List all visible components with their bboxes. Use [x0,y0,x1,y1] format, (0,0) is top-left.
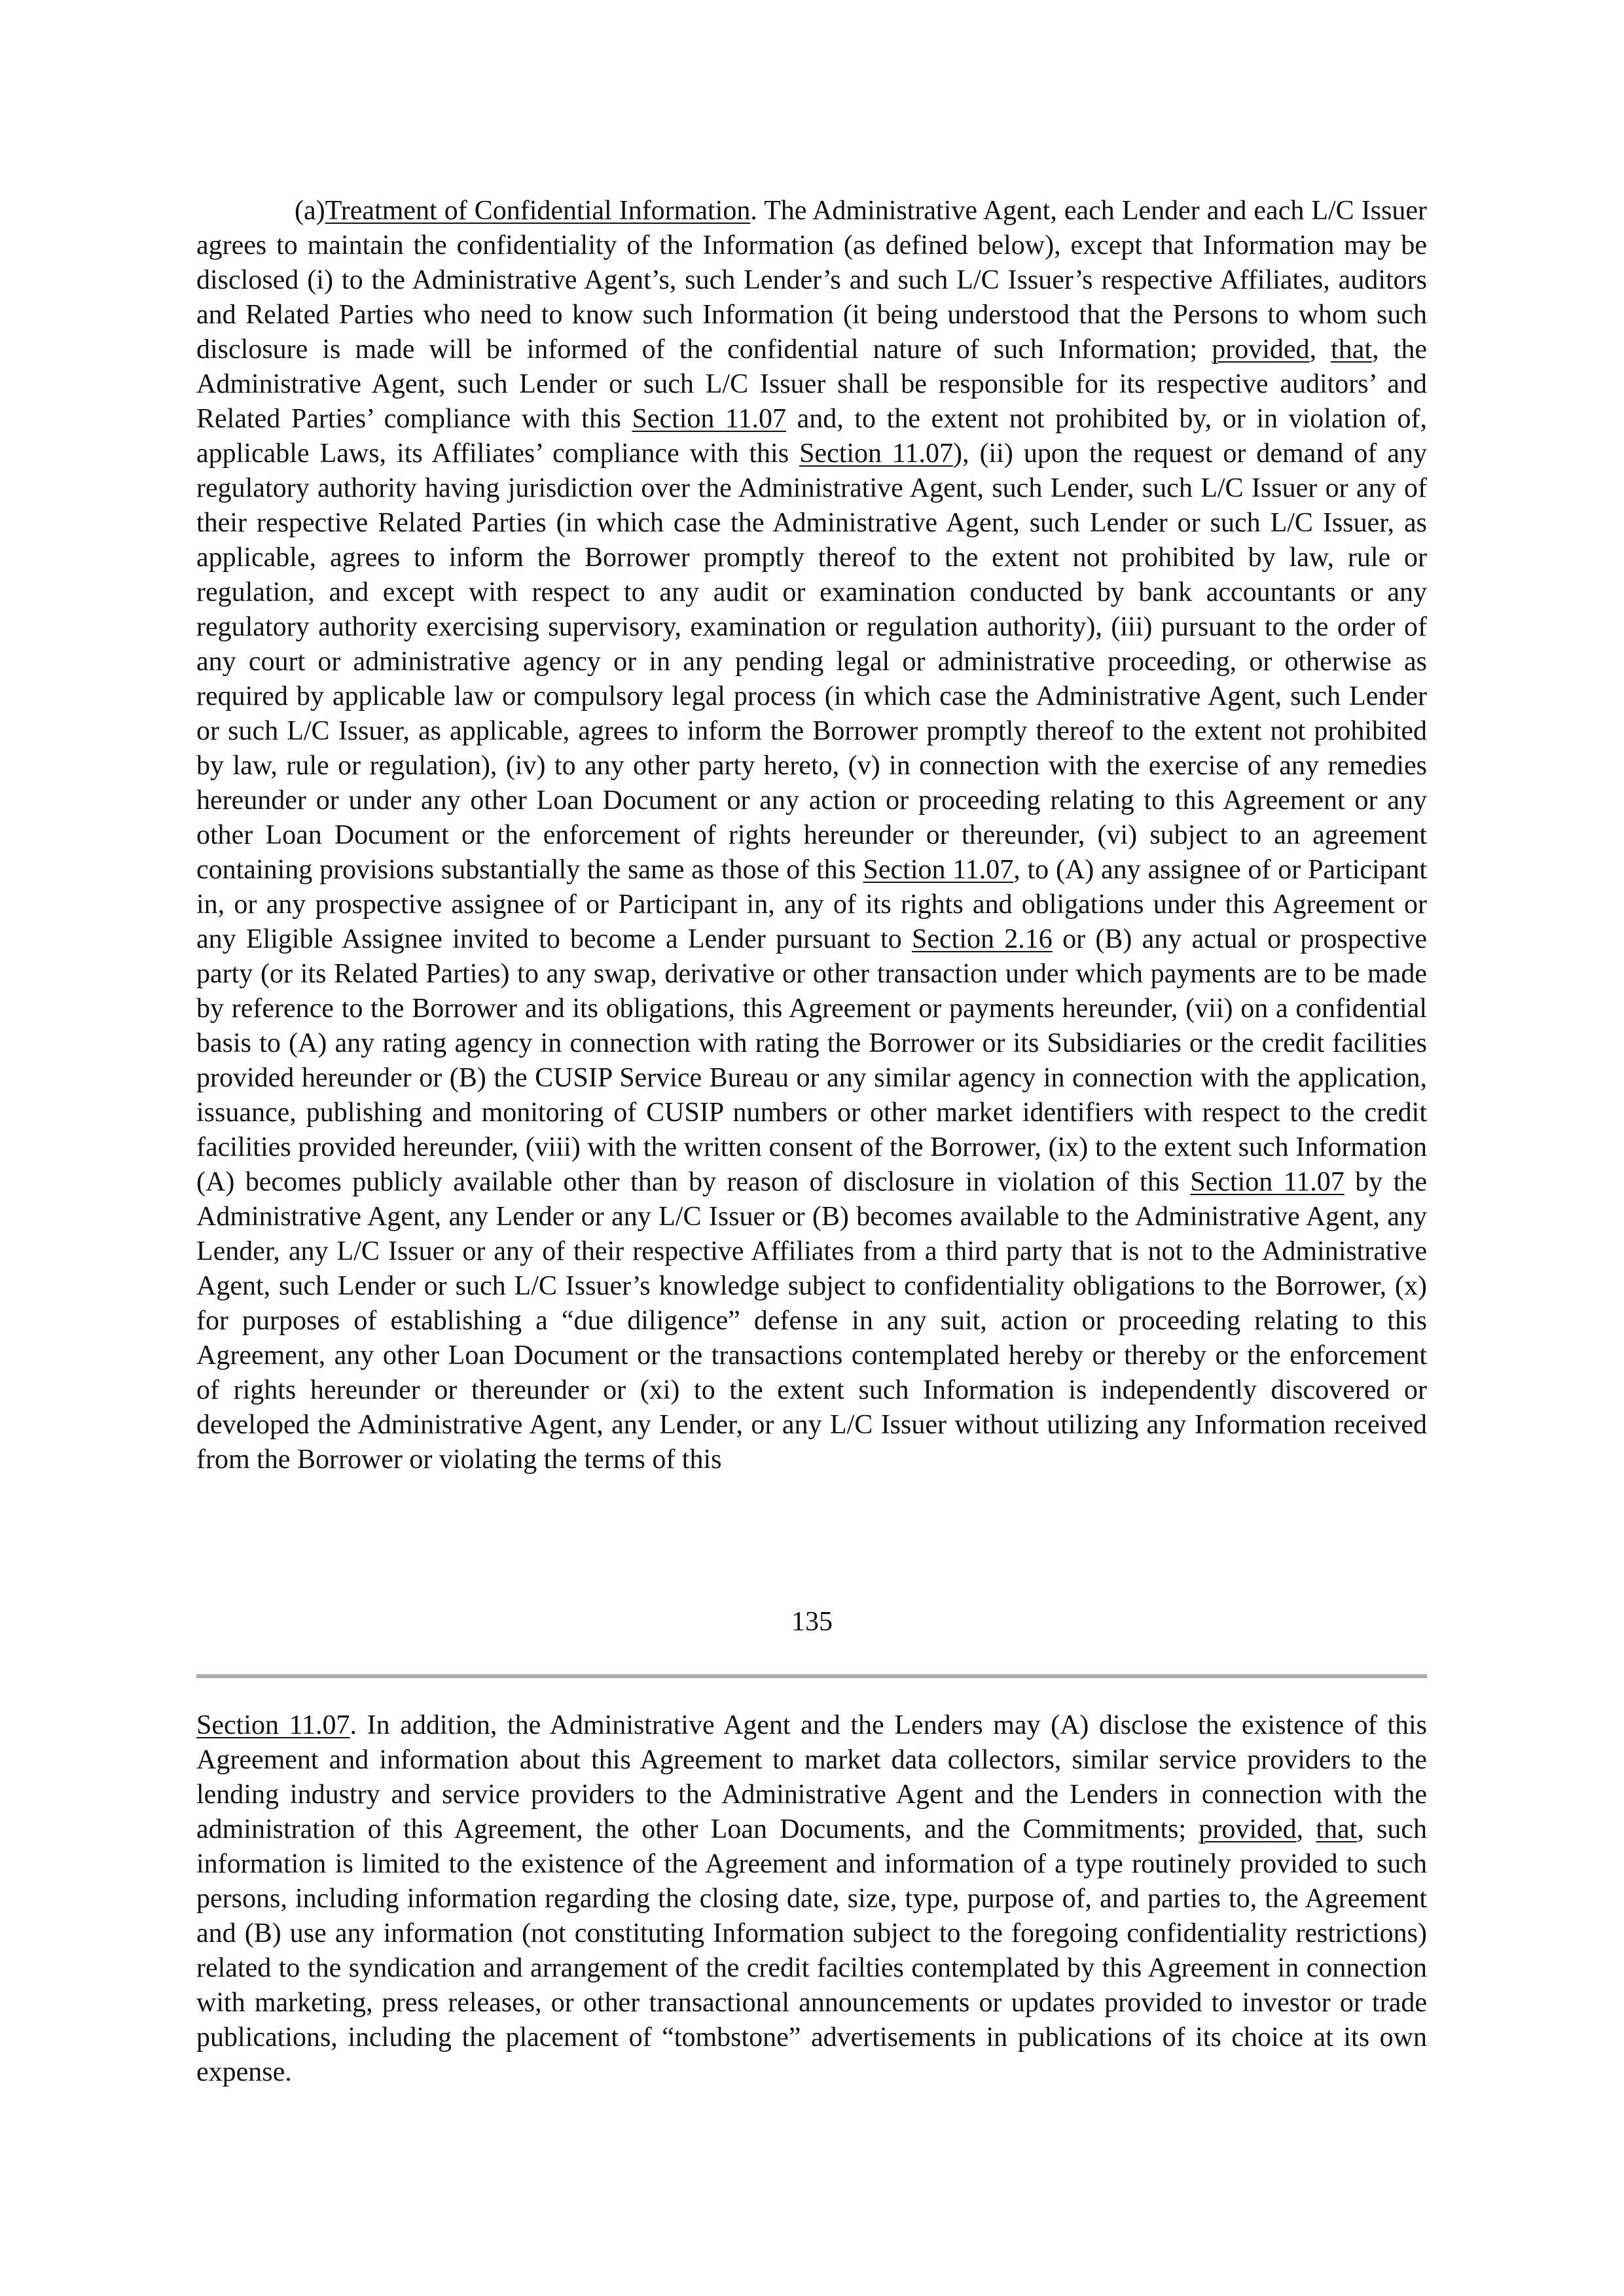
underlined-term: Section 11.07 [1190,1167,1344,1197]
text-run: (a) [295,196,325,226]
text-run: . In addition, the Administrative Agent and the Lenders may (A) disclose the existence of this Agreement and information about this Agreement to market data collectors, similar service providers to the lending industry and service providers to the Administrative Agent and the Lenders in connection with the administration of this Agreement, the other Loan Documents, and the Commitments; [196,1710,1428,1844]
paragraph-treatment-of-confidential-information [196,194,1427,1477]
underlined-term: Section 11.07 [632,404,786,434]
text-run: and, to the extent not prohibited by, or in violation of, applicable Laws, its Affiliates’ compliance with this [196,404,1428,469]
page-divider [196,1674,1427,1678]
text-run: , such information is limited to the existence of the Agreement and information of a type routinely provided to such persons, including information regarding the closing date, size, type, purpose of, and parties to, the Agreement and (B) use any information (not constituting Information subject to the foregoing confidentiality restrictions) related to the syndication and arrangement of the credit facilties contemplated by this Agreement in connection with marketing, press releases, or other transactional announcements or updates provided to investor or trade publications, including the placement of “tombstone” advertisements in publications of its choice at its own expense. [196,1814,1427,2087]
text-run: or (B) any actual or prospective party (or its Related Parties) to any swap, derivative or other transaction under which payments are to be made by reference to the Borrower and its obligations, this Agreement or payments hereunder, (vii) on a confidential basis to (A) any rating agency in connection with rating the Borrower or its Subsidiaries or the credit facilities provided hereunder or (B) the CUSIP Service Bureau or any similar agency in connection with the application, issuance, publishing and monitoring of CUSIP numbers or other market identifiers with respect to the credit facilities provided hereunder, (viii) with the written consent of the Borrower, (ix) to the extent such Information (A) becomes publicly available other than by reason of disclosure in violation of this [196,924,1427,1197]
text-run: ), (ii) upon the request or demand of any regulatory authority having jurisdiction over the Administrative Agent, such Lender, such L/C Issuer or any of their respective Related Parties (in which case the Administrative Agent, such Lender or such L/C Issuer, as applicable, agrees to inform the Borrower promptly thereof to the extent not prohibited by law, rule or regulation, and except with respect to any audit or examination conducted by bank accountants or any regulatory authority exercising supervisory, examination or regulation authority), (iii) pursuant to the order of any court or administrative agency or in any pending legal or administrative proceeding, or otherwise as required by applicable law or compulsory legal process (in which case the Administrative Agent, such Lender or such L/C Issuer, as applicable, agrees to inform the Borrower promptly thereof to the extent not prohibited by law, rule or regulation), (iv) to any other party hereto, (v) in connection with the exercise of any remedies hereunder or under any other Loan Document or any action or proceeding relating to this Agreement or any other Loan Document or the enforcement of rights hereunder or thereunder, (vi) subject to an agreement containing provisions substantially the same as those of this [196,439,1427,885]
underlined-term: that [1331,334,1373,365]
underlined-term: Treatment of Confidential Information [325,196,751,226]
underlined-term: Section 11.07 [799,439,954,469]
text-run: . The Administrative Agent, each Lender and each L/C Issuer agrees to maintain the confidentiality of the Information (as defined below), except that Information may be disclosed (i) to the Administrative Agent’s, such Lender’s and such L/C Issuer’s respective Affiliates, auditors and Related Parties who need to know such Information (it being understood that the Persons to whom such disclosure is made will be informed of the confidential nature of such Information; [196,196,1428,365]
text-run: , the Administrative Agent, such Lender or such L/C Issuer shall be responsible for its respective auditors’ and Related Parties’ compliance with this [196,334,1428,434]
text-run: , [1309,334,1331,365]
text-run: , [1296,1814,1316,1844]
underlined-term: Section 2.16 [912,924,1053,954]
page-number: 135 [791,1607,833,1637]
underlined-term: Section 11.07 [863,855,1014,885]
paragraph-continuation [196,1708,1427,2090]
text-run: , to (A) any assignee of or Participant in, or any prospective assignee of or Participant in, any of its rights and obligations under this Agreement or any Eligible Assignee invited to become a Lender pursuant to [196,855,1427,954]
underlined-term: provided [1199,1814,1297,1844]
underlined-term: that [1316,1814,1358,1844]
underlined-term: Section 11.07 [196,1710,350,1740]
text-run: by the Administrative Agent, any Lender or any L/C Issuer or (B) becomes available to the Administrative Agent, any Lender, any L/C Issuer or any of their respective Affiliates from a third party that is not to the Administrative Agent, such Lender or such L/C Issuer’s knowledge subject to confidentiality obligations to the Borrower, (x) for purposes of establishing a “due diligence” defense in any suit, action or proceeding relating to this Agreement, any other Loan Document or the transactions contemplated hereby or thereby or the enforcement of rights hereunder or thereunder or (xi) to the extent such Information is independently discovered or developed the Administrative Agent, any Lender, or any L/C Issuer without utilizing any Information received from the Borrower or violating the terms of this [196,1167,1428,1475]
underlined-term: provided [1212,334,1310,365]
